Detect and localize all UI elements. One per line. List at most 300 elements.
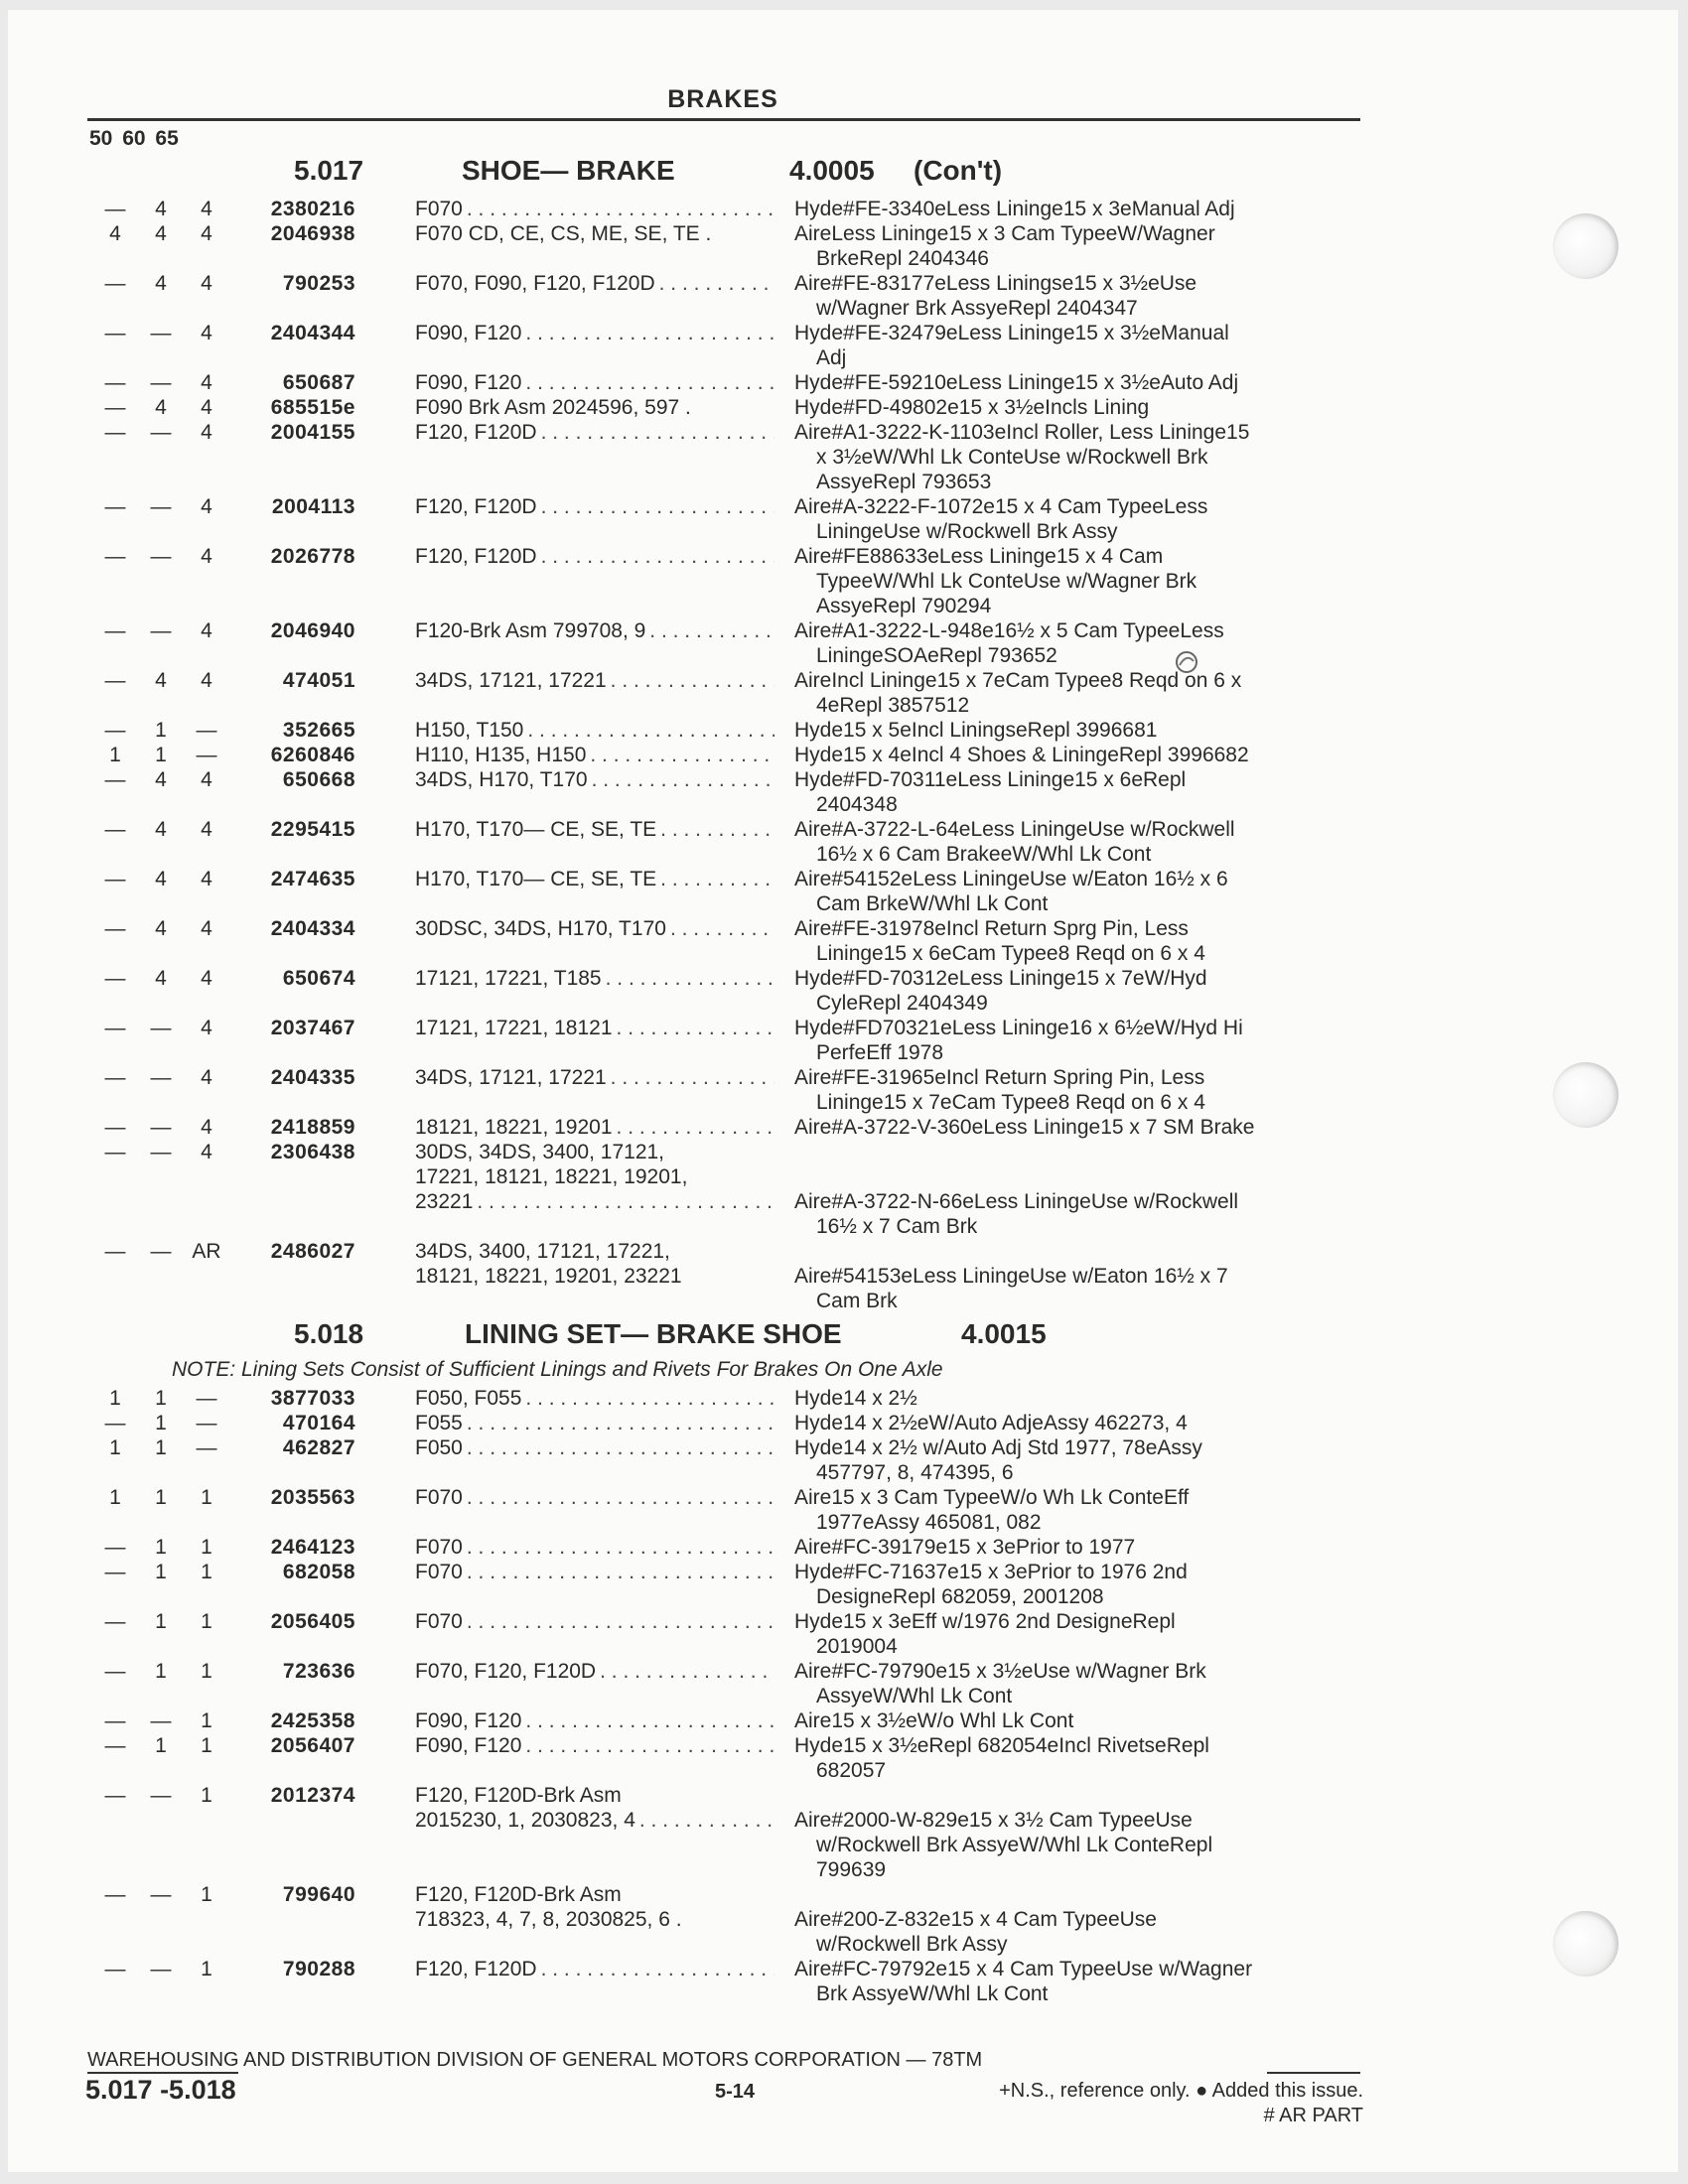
description-line: 457797, 8, 474395, 6 xyxy=(816,1461,1014,1484)
description-line: Hyde15 x 5eIncl LiningseRepl 3996681 xyxy=(794,719,1158,742)
part-number: 2474635 xyxy=(270,868,355,890)
part-number: 790288 xyxy=(282,1958,355,1980)
qty-cell: — xyxy=(104,1561,126,1583)
part-number: 2295415 xyxy=(270,818,355,841)
leader-dots xyxy=(541,420,774,445)
qty-cell: — xyxy=(104,1883,126,1906)
qty-cell: — xyxy=(104,1784,126,1807)
description-line: Aire15 x 3½eW/o Whl Lk Cont xyxy=(794,1709,1074,1732)
part-number: 2404334 xyxy=(270,917,355,940)
page-title: BRAKES xyxy=(667,85,778,113)
part-number: 2004113 xyxy=(271,495,355,518)
model-applicability xyxy=(415,544,774,569)
part-number: 2046940 xyxy=(270,619,355,642)
section-continued: (Con't) xyxy=(914,155,1003,186)
leader-dots xyxy=(477,1189,774,1214)
part-description xyxy=(794,1411,1380,1435)
model-text: H110, H135, H150 xyxy=(415,744,587,766)
part-number: 799640 xyxy=(282,1883,355,1906)
binder-hole-1 xyxy=(1553,213,1618,279)
leader-dots xyxy=(467,1435,774,1460)
leader-dots xyxy=(670,916,774,941)
qty-cell: 1 xyxy=(155,1536,167,1559)
description-line: x 3½eW/Whl Lk ConteUse w/Rockwell Brk xyxy=(816,446,1208,469)
part-description xyxy=(794,743,1380,767)
model-text: 34DS, 17121, 17221 xyxy=(415,669,607,692)
model-text: 34DS, H170, T170 xyxy=(415,768,588,791)
qty-cell: — xyxy=(104,768,126,791)
model-applicability xyxy=(415,1659,774,1684)
qty-cell: 1 xyxy=(155,1734,167,1757)
qty-cell: 4 xyxy=(201,545,212,568)
model-line xyxy=(415,370,774,395)
qty-cell: — xyxy=(104,1412,126,1434)
part-description xyxy=(794,221,1380,271)
qty-cell: — xyxy=(150,1066,172,1089)
qty-cell: 1 xyxy=(201,1734,212,1757)
model-text: 30DS, 34DS, 3400, 17121, xyxy=(415,1141,665,1163)
description-line: Hyde15 x 3eEff w/1976 2nd DesigneRepl xyxy=(794,1610,1176,1633)
qty-cell: 1 xyxy=(201,1883,212,1906)
part-number: 2464123 xyxy=(270,1536,355,1559)
qty-cell: 1 xyxy=(155,1436,167,1459)
model-line xyxy=(415,1882,774,1907)
part-description xyxy=(794,1535,1380,1560)
model-applicability xyxy=(415,395,774,420)
model-line xyxy=(415,197,774,221)
leader-dots xyxy=(467,1609,774,1634)
qty-cell: 4 xyxy=(155,669,167,692)
description-line: Aire#FE88633eLess Lininge15 x 4 Cam xyxy=(794,545,1164,568)
model-line xyxy=(415,1808,774,1833)
qty-cell: 1 xyxy=(109,744,121,766)
model-applicability xyxy=(415,420,774,445)
part-description xyxy=(794,1435,1380,1485)
leader-dots xyxy=(541,544,774,569)
model-line xyxy=(415,494,774,519)
qty-cell: 1 xyxy=(155,1561,167,1583)
qty-cell: — xyxy=(104,868,126,890)
qty-cell: 1 xyxy=(201,1660,212,1683)
model-applicability xyxy=(415,1882,774,1932)
leader-dots xyxy=(660,817,774,842)
qty-cell: 1 xyxy=(201,1536,212,1559)
model-line xyxy=(415,1560,774,1584)
leader-dots xyxy=(467,1535,774,1560)
part-number: 682058 xyxy=(282,1561,355,1583)
model-text: F070 xyxy=(415,1486,463,1509)
model-applicability xyxy=(415,1609,774,1634)
qty-cell: 4 xyxy=(201,396,212,419)
legend-line-1: +N.S., reference only. ● Added this issue. xyxy=(999,2080,1363,2102)
qty-cell: — xyxy=(104,818,126,841)
model-line xyxy=(415,271,774,296)
model-text: F070 CD, CE, CS, ME, SE, TE . xyxy=(415,222,712,245)
model-line xyxy=(415,1164,774,1189)
qty-cell: — xyxy=(104,322,126,344)
leader-dots xyxy=(611,668,774,693)
qty-cell: — xyxy=(104,371,126,394)
model-line xyxy=(415,395,774,420)
leader-dots xyxy=(590,743,774,767)
part-number: 2380216 xyxy=(270,198,355,220)
model-text: F120, F120D xyxy=(415,421,537,444)
description-line: Hyde#FE-32479eLess Lininge15 x 3½eManual xyxy=(794,322,1229,344)
qty-cell: 1 xyxy=(201,1610,212,1633)
section-name: LINING SET— BRAKE SHOE xyxy=(465,1318,842,1349)
model-line xyxy=(415,1115,774,1140)
part-number: 2425358 xyxy=(270,1709,355,1732)
qty-cell: 4 xyxy=(155,768,167,791)
model-applicability xyxy=(415,321,774,345)
description-line: Aire#FC-79790e15 x 3½eUse w/Wagner Brk xyxy=(794,1660,1206,1683)
model-text: F070 xyxy=(415,1610,463,1633)
description-line: Aire#FE-31978eIncl Return Sprg Pin, Less xyxy=(794,917,1189,940)
part-number: 650668 xyxy=(282,768,355,791)
section-code: 4.0015 xyxy=(961,1318,1047,1349)
model-text: 30DSC, 34DS, H170, T170 xyxy=(415,917,666,940)
qty-cell: 4 xyxy=(201,222,212,245)
leader-dots xyxy=(467,1485,774,1510)
part-description xyxy=(794,668,1380,718)
leader-dots xyxy=(541,1957,774,1981)
title-rule xyxy=(87,118,1360,121)
qty-cell: — xyxy=(150,1958,172,1980)
model-text: H150, T150 xyxy=(415,719,524,742)
part-number: 685515e xyxy=(270,396,355,419)
model-line xyxy=(415,321,774,345)
qty-cell: — xyxy=(104,1116,126,1139)
qty-cell: — xyxy=(104,669,126,692)
part-description xyxy=(794,817,1380,867)
qty-cell: 4 xyxy=(201,1116,212,1139)
qty-cell: — xyxy=(104,1141,126,1163)
model-applicability xyxy=(415,1016,774,1040)
model-line xyxy=(415,1485,774,1510)
part-number: 2056407 xyxy=(270,1734,355,1757)
part-number: 723636 xyxy=(282,1660,355,1683)
description-line: Aire#2000-W-829e15 x 3½ Cam TypeeUse xyxy=(794,1809,1193,1832)
qty-cell: — xyxy=(150,371,172,394)
part-number: 2046938 xyxy=(270,222,355,245)
qty-cell: — xyxy=(104,917,126,940)
model-line xyxy=(415,1435,774,1460)
part-number: 790253 xyxy=(282,272,355,295)
leader-dots xyxy=(541,494,774,519)
footer-legend xyxy=(902,2079,1363,2128)
model-applicability xyxy=(415,1485,774,1510)
qty-cell: — xyxy=(104,272,126,295)
qty-cell: — xyxy=(196,1412,217,1434)
description-line: Aire#FC-39179e15 x 3ePrior to 1977 xyxy=(794,1536,1136,1559)
model-text: F070 xyxy=(415,198,463,220)
model-text: H170, T170— CE, SE, TE xyxy=(415,818,657,841)
part-number: 2404344 xyxy=(270,322,355,344)
part-number: 2035563 xyxy=(270,1486,355,1509)
model-applicability xyxy=(415,668,774,693)
model-line xyxy=(415,867,774,891)
part-description xyxy=(794,966,1380,1016)
part-description xyxy=(794,494,1380,544)
qty-cell: 4 xyxy=(201,669,212,692)
part-number: 2012374 xyxy=(270,1784,355,1807)
description-line: Hyde#FE-59210eLess Lininge15 x 3½eAuto Adj xyxy=(794,371,1239,394)
qty-cell: 4 xyxy=(201,917,212,940)
qty-cell: — xyxy=(150,1709,172,1732)
model-text: F090 Brk Asm 2024596, 597 . xyxy=(415,396,691,419)
model-line xyxy=(415,221,774,246)
model-text: F090, F120 xyxy=(415,322,522,344)
section-header xyxy=(8,155,1438,189)
description-line: Brk AssyeW/Whl Lk Cont xyxy=(816,1982,1049,2005)
model-text: F120-Brk Asm 799708, 9 xyxy=(415,619,646,642)
model-line xyxy=(415,618,774,643)
model-line xyxy=(415,1140,774,1164)
qty-cell: 4 xyxy=(155,818,167,841)
description-line: Aire15 x 3 Cam TypeeW/o Wh Lk ConteEff xyxy=(794,1486,1190,1509)
model-applicability xyxy=(415,1435,774,1460)
qty-cell: — xyxy=(104,396,126,419)
model-line xyxy=(415,916,774,941)
model-text: F090, F120 xyxy=(415,371,522,394)
qty-cell: 4 xyxy=(109,222,121,245)
model-applicability xyxy=(415,916,774,941)
part-description xyxy=(794,718,1380,743)
qty-cell: 4 xyxy=(201,371,212,394)
qty-cell: 4 xyxy=(201,967,212,990)
part-description xyxy=(794,1016,1380,1065)
part-description xyxy=(794,1659,1380,1708)
leader-dots xyxy=(527,718,774,743)
qty-cell: 1 xyxy=(155,1660,167,1683)
model-text: F120, F120D xyxy=(415,495,537,518)
part-number: 2404335 xyxy=(270,1066,355,1089)
qty-cell: 1 xyxy=(201,1561,212,1583)
description-line xyxy=(794,1164,1380,1189)
catalog-page xyxy=(8,10,1678,2172)
model-applicability xyxy=(415,867,774,891)
part-number: 2004155 xyxy=(270,421,355,444)
model-text: 18121, 18221, 19201, 23221 xyxy=(415,1265,682,1288)
description-line: TypeeW/Whl Lk ConteUse w/Wagner Brk xyxy=(816,570,1197,593)
description-line: Hyde14 x 2½ w/Auto Adj Std 1977, 78eAssy xyxy=(794,1436,1202,1459)
model-text: F120, F120D-Brk Asm xyxy=(415,1883,622,1906)
qty-cell: 1 xyxy=(109,1436,121,1459)
description-line: AssyeW/Whl Lk Cont xyxy=(816,1685,1013,1707)
qty-cell: — xyxy=(150,545,172,568)
qty-cell: 1 xyxy=(201,1958,212,1980)
model-text: F050, F055 xyxy=(415,1387,522,1410)
qty-cell: — xyxy=(150,1141,172,1163)
qty-cell: 4 xyxy=(201,1017,212,1039)
part-number: 6260846 xyxy=(270,744,355,766)
qty-cell: — xyxy=(150,322,172,344)
qty-cell: — xyxy=(196,744,217,766)
model-applicability xyxy=(415,197,774,221)
model-applicability xyxy=(415,1411,774,1435)
model-line xyxy=(415,1535,774,1560)
description-line: Cam Brk xyxy=(816,1290,898,1312)
qty-cell: 1 xyxy=(155,1387,167,1410)
description-line: AssyeRepl 793653 xyxy=(816,471,992,493)
model-applicability xyxy=(415,817,774,842)
description-line: Hyde#FE-3340eLess Lininge15 x 3eManual Adj xyxy=(794,198,1235,220)
description-line: CyleRepl 2404349 xyxy=(816,992,988,1015)
qty-cell: 4 xyxy=(201,868,212,890)
model-line xyxy=(415,966,774,991)
part-number: 2037467 xyxy=(270,1017,355,1039)
qty-cell: — xyxy=(150,495,172,518)
qty-cell: 4 xyxy=(201,1066,212,1089)
model-text: F070, F090, F120, F120D xyxy=(415,272,655,295)
description-line: 799639 xyxy=(816,1858,887,1881)
model-line xyxy=(415,1239,774,1264)
model-text: F120, F120D-Brk Asm xyxy=(415,1784,622,1807)
qty-cell: 4 xyxy=(155,868,167,890)
description-line: BrkeRepl 2404346 xyxy=(816,247,989,270)
model-text: F070, F120, F120D xyxy=(415,1660,597,1683)
binder-hole-3 xyxy=(1553,1911,1618,1977)
qty-cell: 4 xyxy=(201,272,212,295)
part-description xyxy=(794,544,1380,618)
description-line: 1977eAssy 465081, 082 xyxy=(816,1511,1042,1534)
part-number: 2486027 xyxy=(270,1240,355,1263)
section-name: SHOE— BRAKE xyxy=(462,155,675,186)
footer-rule-right xyxy=(1267,2072,1360,2074)
part-description xyxy=(794,1386,1380,1411)
qty-cell: — xyxy=(150,1883,172,1906)
qty-cell: 4 xyxy=(155,198,167,220)
description-line: Hyde#FD-70312eLess Lininge15 x 7eW/Hyd xyxy=(794,967,1207,990)
description-line: Aire#200-Z-832e15 x 4 Cam TypeeUse xyxy=(794,1908,1157,1931)
model-text: F120, F120D xyxy=(415,1958,537,1980)
model-line xyxy=(415,817,774,842)
qty-cell: 1 xyxy=(109,1486,121,1509)
footer-rule-left xyxy=(87,2072,238,2074)
description-line: 16½ x 7 Cam Brk xyxy=(816,1215,978,1238)
qty-cell: — xyxy=(196,1387,217,1410)
qty-cell: — xyxy=(104,1958,126,1980)
part-description xyxy=(794,618,1380,668)
description-line: Aire#A-3722-N-66eLess LiningeUse w/Rockwell xyxy=(794,1190,1239,1213)
part-description xyxy=(794,1560,1380,1609)
model-text: F090, F120 xyxy=(415,1709,522,1732)
description-line xyxy=(794,1239,1380,1264)
qty-cell: — xyxy=(150,619,172,642)
model-text: 718323, 4, 7, 8, 2030825, 6 . xyxy=(415,1908,682,1931)
leader-dots xyxy=(617,1115,774,1140)
description-line: Aire#54153eLess LiningeUse w/Eaton 16½ x 7 xyxy=(794,1265,1228,1288)
part-description xyxy=(794,1708,1380,1733)
model-applicability xyxy=(415,1239,774,1289)
model-applicability xyxy=(415,767,774,792)
qty-cell: AR xyxy=(192,1240,221,1263)
qty-cell: 1 xyxy=(109,1387,121,1410)
description-line: Hyde#FD-49802e15 x 3½eIncls Lining xyxy=(794,396,1150,419)
description-line: Cam BrkeW/Whl Lk Cont xyxy=(816,892,1049,915)
model-line xyxy=(415,718,774,743)
qty-cell: 4 xyxy=(155,917,167,940)
model-line xyxy=(415,1957,774,1981)
model-applicability xyxy=(415,618,774,643)
leader-dots xyxy=(617,1016,774,1040)
leader-dots xyxy=(525,370,774,395)
model-applicability xyxy=(415,1783,774,1833)
qty-cell: 4 xyxy=(201,495,212,518)
part-number: 3877033 xyxy=(270,1387,355,1410)
model-applicability xyxy=(415,1140,774,1214)
part-number: 2306438 xyxy=(270,1141,355,1163)
part-description xyxy=(794,197,1380,221)
description-line: Lininge15 x 7eCam Typee8 Reqd on 6 x 4 xyxy=(816,1091,1205,1114)
model-line xyxy=(415,1189,774,1214)
qty-cell: — xyxy=(104,619,126,642)
description-line: w/Wagner Brk AssyeRepl 2404347 xyxy=(816,297,1138,320)
description-line xyxy=(794,1783,1380,1808)
model-line xyxy=(415,1907,774,1932)
description-line: AireLess Lininge15 x 3 Cam TypeeW/Wagner xyxy=(794,222,1215,245)
qty-cell: — xyxy=(104,545,126,568)
leader-dots xyxy=(649,618,774,643)
qty-cell: — xyxy=(104,1017,126,1039)
qty-cell: 1 xyxy=(155,1610,167,1633)
qty-cell: — xyxy=(104,1660,126,1683)
qty-cell: 4 xyxy=(201,768,212,791)
part-description xyxy=(794,271,1380,321)
qty-cell: — xyxy=(104,719,126,742)
description-line: Hyde#FD70321eLess Lininge16 x 6½eW/Hyd Hi xyxy=(794,1017,1243,1039)
description-line: Aire#A1-3222-L-948e16½ x 5 Cam TypeeLess xyxy=(794,619,1224,642)
model-applicability xyxy=(415,221,774,246)
model-line xyxy=(415,1659,774,1684)
part-description xyxy=(794,767,1380,817)
part-number: 470164 xyxy=(282,1412,355,1434)
legend-line-2: # AR PART xyxy=(1263,2105,1363,2126)
description-line: 4eRepl 3857512 xyxy=(816,694,970,717)
model-line xyxy=(415,1065,774,1090)
part-description xyxy=(794,916,1380,966)
description-line: w/Rockwell Brk AssyeW/Whl Lk ConteRepl xyxy=(816,1834,1213,1856)
model-text: 2015230, 1, 2030823, 4 xyxy=(415,1809,635,1832)
leader-dots xyxy=(467,1411,774,1435)
description-line: AssyeRepl 790294 xyxy=(816,595,992,617)
model-text: F050 xyxy=(415,1436,463,1459)
model-line xyxy=(415,420,774,445)
model-applicability xyxy=(415,718,774,743)
leader-dots xyxy=(525,321,774,345)
qty-cell: — xyxy=(196,1436,217,1459)
leader-dots xyxy=(467,1560,774,1584)
qty-cell: 4 xyxy=(155,222,167,245)
model-applicability xyxy=(415,743,774,767)
part-description xyxy=(794,1239,1380,1313)
section-note: NOTE: Lining Sets Consist of Sufficient Linings and Rivets For Brakes On One Axle xyxy=(172,1358,943,1381)
section-number: 5.017 xyxy=(294,155,364,186)
qty-cell: — xyxy=(104,198,126,220)
part-number: 352665 xyxy=(282,719,355,742)
description-line: Aire#FC-79792e15 x 4 Cam TypeeUse w/Wagner xyxy=(794,1958,1253,1980)
model-text: 34DS, 3400, 17121, 17221, xyxy=(415,1240,670,1263)
leader-dots xyxy=(525,1733,774,1758)
description-line: LiningeSOAeRepl 793652 xyxy=(816,644,1057,667)
binder-hole-2 xyxy=(1553,1062,1618,1128)
section-code: 4.0005 xyxy=(789,155,875,186)
model-text: 17221, 18121, 18221, 19201, xyxy=(415,1165,688,1188)
qty-cell: 1 xyxy=(155,1412,167,1434)
model-applicability xyxy=(415,1560,774,1584)
qty-cell: 4 xyxy=(155,272,167,295)
footer-section-range: 5.017 -5.018 xyxy=(85,2075,236,2105)
